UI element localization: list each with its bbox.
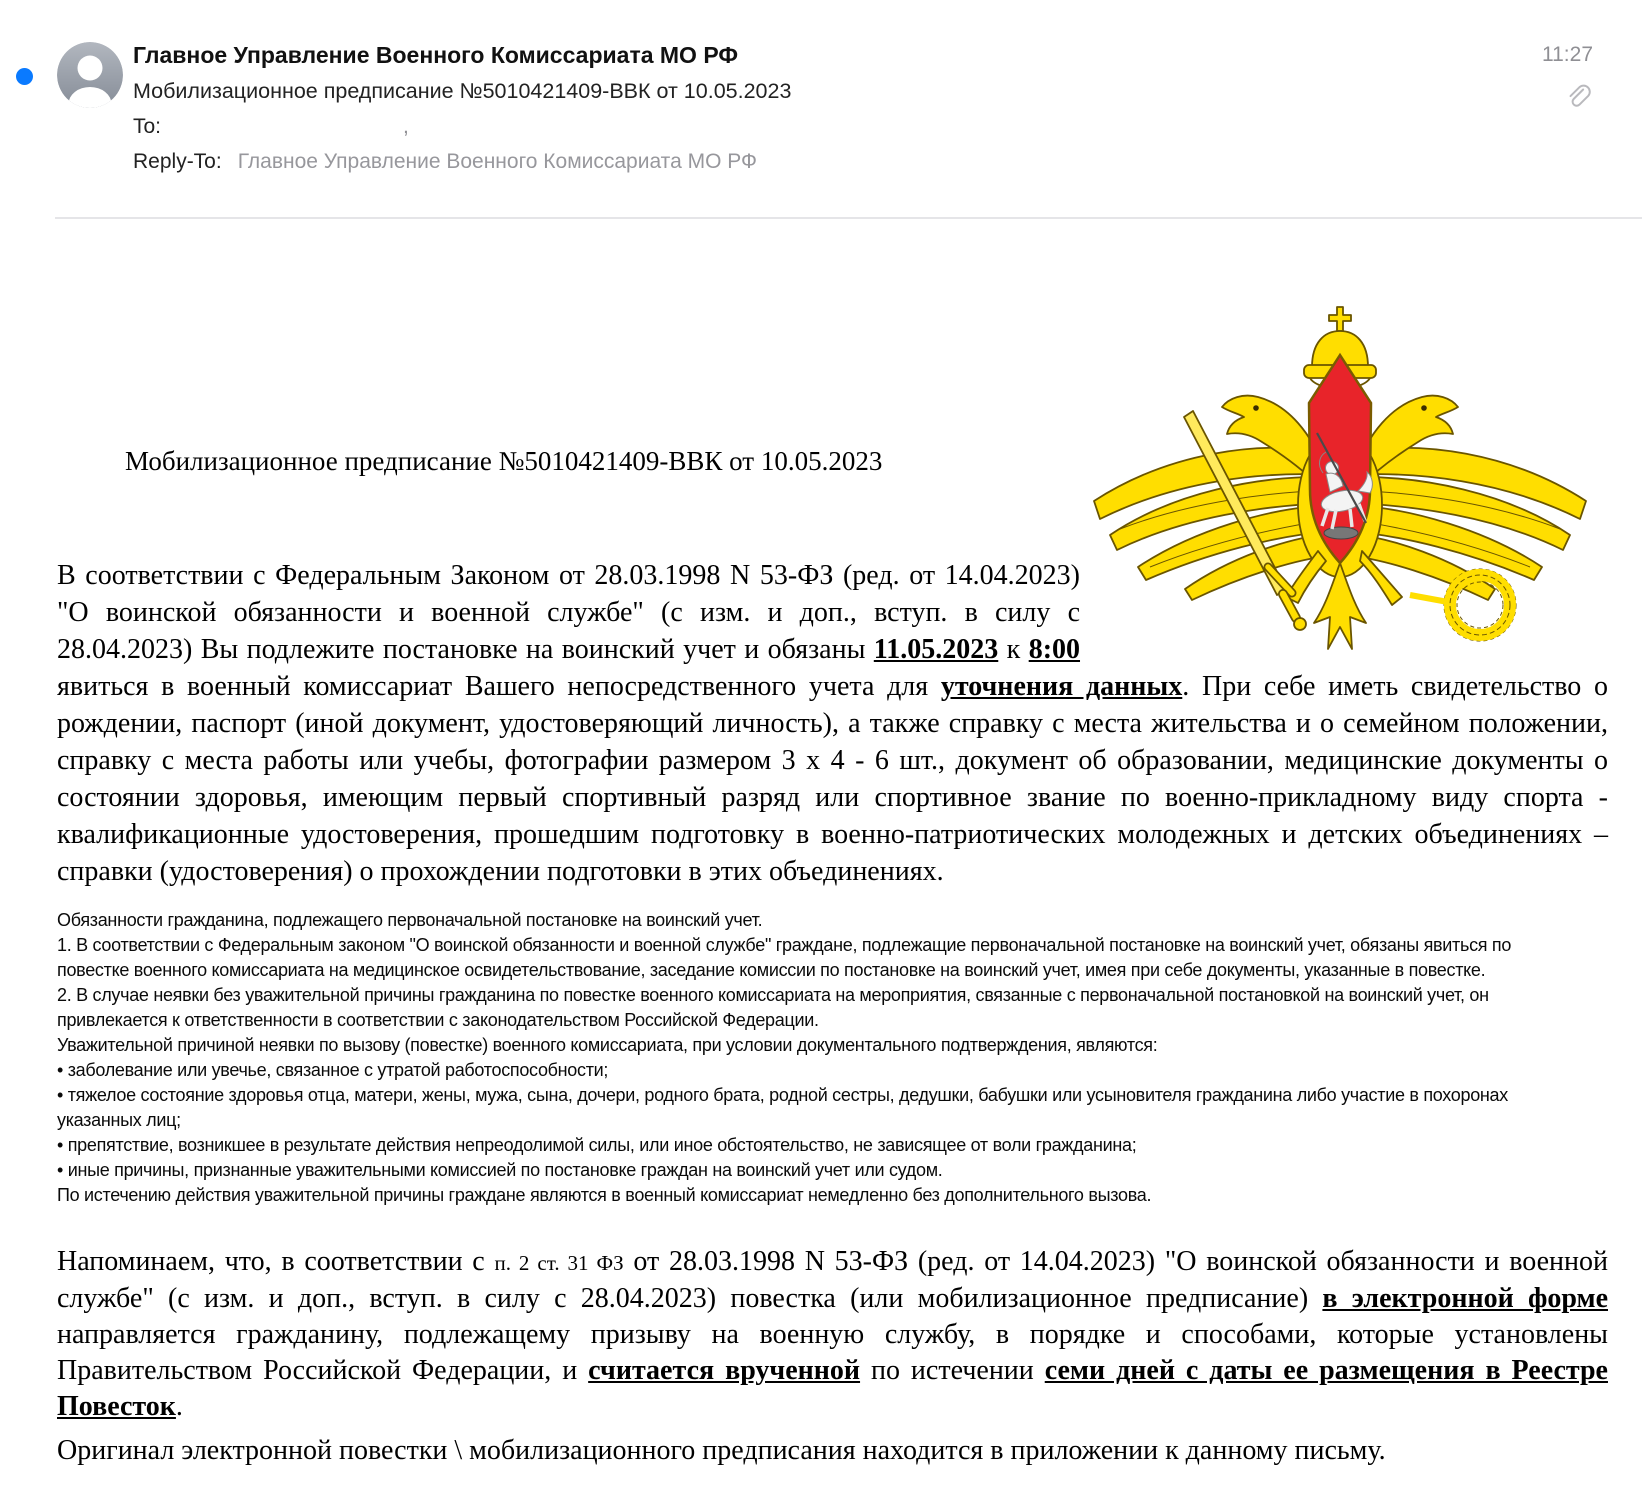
subject-line: Мобилизационное предписание №5010421409-ВВК от 10.05.2023 (133, 79, 792, 103)
avatar[interactable] (57, 42, 123, 108)
person-icon (57, 42, 123, 108)
mod-eagle-emblem (1080, 305, 1600, 645)
paperclip-icon[interactable] (1563, 82, 1593, 117)
timestamp: 11:27 (1542, 43, 1593, 66)
sender-name[interactable]: Главное Управление Военного Комиссариата МО РФ (133, 42, 738, 68)
reply-to-label: Reply-To: (133, 150, 222, 173)
header-meta (133, 40, 1382, 175)
unread-indicator (16, 68, 33, 85)
paragraph-attachment-note: Оригинал электронной повестки \ мобилизационного предписания находится в приложении к данному письму. (57, 1435, 1386, 1466)
to-recipient-redacted: , (403, 115, 409, 138)
to-row (133, 113, 1382, 140)
paragraph-summons: В соответствии с Федеральным Законом от 28.03.1998 N 53-ФЗ (ред. от 14.04.2023) "О воинской обязанности и военной службе" (с изм. и доп., вступ. в силу с 28.04.2023) Вы подлежите постановке на воинский учет и обязаны 11.05.2023 к 8:00 явиться в военный комиссариат Вашего непосредственного учета для уточнения данных. При себе иметь свидетельство о рождении, паспорт (иной документ, удостоверяющий личность), а также справку с места жительства и о семейном положении, справку с места работы или учебы, фотографии размером 3 х 4 - 6 шт., документ об образовании, медицинские документы о состоянии здоровья, имеющим первый спортивный разряд или спортивное звание по военно-прикладному виду спорта - квалификационные удостоверения, прошедшим подготовку в военно-патриотических молодежных и детских объединениях – справки (удостоверения) о прохождении подготовки в этих объединениях. (57, 560, 1609, 887)
reply-to-row (133, 148, 1382, 175)
to-label: To: (133, 115, 162, 138)
email-body (0, 219, 1642, 1469)
paragraph-reminder: Напоминаем, что, в соответствии с п. 2 ст. 31 ФЗ от 28.03.1998 N 53-ФЗ (ред. от 14.04.2023) "О воинской обязанности и военной службе" (с изм. и доп., вступ. в силу с 28.04.2023) повестка (или мобилизационное предписание) в электронной форме направляется гражданину, подлежащему призыву на военную службу, в порядке и способами, которые установлены Правительством Российской Федерации, и считается врученной по истечении семи дней с даты ее размещения в Реестре Повесток. (57, 1246, 1608, 1422)
fine-print-block: Обязанности гражданина, подлежащего первоначальной постановке на воинский учет. 1. В соответствии с Федеральным законом "О воинской обязанности и военной службе" граждане, подлежащие первоначальной постановке на воинский учет, обязаны явиться по повестке военного комиссариата на медицинское освидетельствование, заседание комиссии по постановке на воинский учет, имея при себе документы, указанные в повестке. 2. В случае неявки без уважительной причины гражданина по повестке военного комиссариата на мероприятия, связанные с первоначальной постановкой на воинский учет, он привлекается к ответственности в соответствии с законодательством Российской Федерации. Уважительной причиной неявки по вызову (повестке) военного комиссариата, при условии документального подтверждения, являются: • заболевание или увечье, связанное с утратой работоспособности; • тяжелое состояние здоровья отца, матери, жены, мужа, сына, дочери, родного брата, родной сестры, дедушки, бабушки или усыновителя гражданина либо участие в похоронах указанных лиц; • препятствие, возникшее в результате действия непреодолимой силы, или иное обстоятельство, не зависящее от воли гражданина; • иные причины, признанные уважительными комиссией по постановке граждан на воинский учет или судом. По истечению действия уважительной причины граждане являются в военный комиссариат немедленно без дополнительного вызова. (57, 910, 1512, 1205)
email-header (0, 0, 1642, 217)
header-right (1542, 42, 1593, 117)
document-title: Мобилизационное предписание №5010421409-ВВК от 10.05.2023 (125, 446, 883, 476)
reply-to-value[interactable]: Главное Управление Военного Комиссариата МО РФ (237, 150, 757, 173)
